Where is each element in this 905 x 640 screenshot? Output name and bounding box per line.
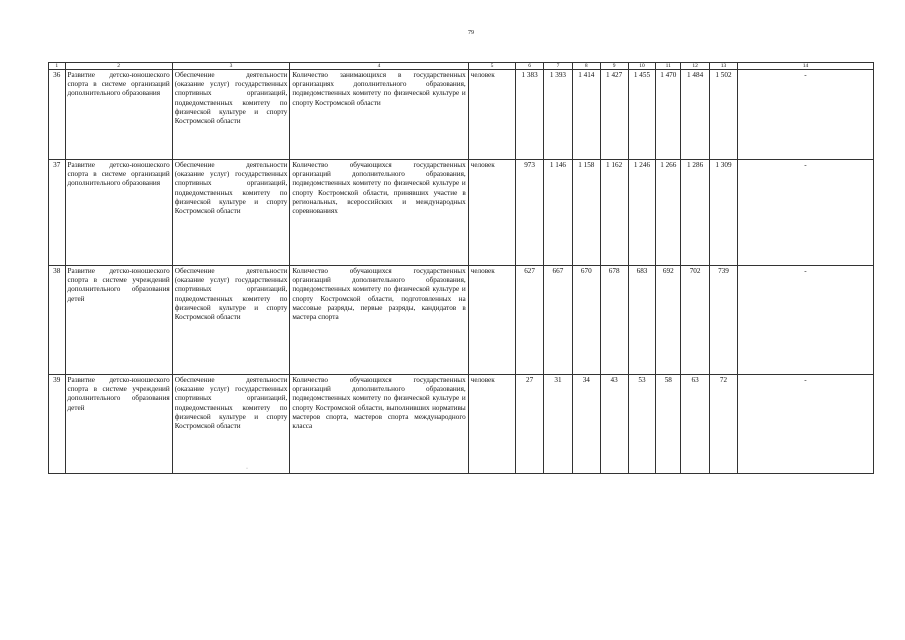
value-cell: 627 [516,266,544,375]
value-cell: 1 470 [656,70,681,160]
value-cell: 1 414 [572,70,600,160]
unit-cell: человек [468,70,515,160]
activity-cell: Обеспечение деятельности (оказание услуг) государственных спортивных организаций, подведомственных комитету по физической культуре и спорту Костромской области [172,375,290,474]
indicators-table [48,62,874,474]
value-cell: 667 [544,266,573,375]
value-cell: 678 [600,266,628,375]
scan-speck: · [246,466,248,472]
column-header: 13 [710,63,738,70]
note-cell: - [737,266,873,375]
activity-cell: Обеспечение деятельности (оказание услуг) государственных спортивных организаций, подведомственных комитету по физической культуре и спорту Костромской области [172,266,290,375]
note-cell: - [737,375,873,474]
value-cell: 72 [710,375,738,474]
value-cell: 670 [572,266,600,375]
table-row [49,160,874,266]
note-cell: - [737,70,873,160]
program-cell: Развитие детско-юношеского спорта в системе организаций дополнительного образования [65,160,172,266]
column-header: 7 [544,63,573,70]
activity-cell: Обеспечение деятельности (оказание услуг) государственных спортивных организаций, подведомственных комитету по физической культуре и спорту Костромской области [172,70,290,160]
value-cell: 1 427 [600,70,628,160]
value-cell: 1 162 [600,160,628,266]
value-cell: 1 484 [681,70,710,160]
value-cell: 973 [516,160,544,266]
indicator-cell: Количество занимающихся в государственных организациях дополнительного образования, подведомственных комитету по физической культуре и спорту Костромской области [290,70,468,160]
column-header: 10 [628,63,656,70]
table-row [49,266,874,375]
column-header: 12 [681,63,710,70]
value-cell: 1 246 [628,160,656,266]
indicator-cell: Количество обучающихся государственных организаций дополнительного образования, подведомственных комитету по физической культуре и спорту Костромской области, выполнивших нормативы мастеров спорта, мастеров спорта международного класса [290,375,468,474]
page-number: 79 [468,30,474,36]
value-cell: 27 [516,375,544,474]
row-number: 38 [49,266,66,375]
column-header: 6 [516,63,544,70]
value-cell: 58 [656,375,681,474]
value-cell: 53 [628,375,656,474]
column-header: 1 [49,63,66,70]
column-header: 4 [290,63,468,70]
unit-cell: человек [468,160,515,266]
column-header: 8 [572,63,600,70]
row-number: 37 [49,160,66,266]
table-row [49,375,874,474]
value-cell: 1 393 [544,70,573,160]
value-cell: 692 [656,266,681,375]
column-number-row [49,63,874,70]
row-number: 39 [49,375,66,474]
unit-cell: человек [468,266,515,375]
value-cell: 1 146 [544,160,573,266]
value-cell: 63 [681,375,710,474]
value-cell: 31 [544,375,573,474]
value-cell: 1 266 [656,160,681,266]
column-header: 5 [468,63,515,70]
column-header: 14 [737,63,873,70]
program-cell: Развитие детско-юношеского спорта в системе организаций дополнительного образования [65,70,172,160]
program-cell: Развитие детско-юношеского спорта в системе учреждений дополнительного образования детей [65,266,172,375]
column-header: 9 [600,63,628,70]
value-cell: 1 455 [628,70,656,160]
value-cell: 43 [600,375,628,474]
value-cell: 1 286 [681,160,710,266]
table-row [49,70,874,160]
indicator-cell: Количество обучающихся государственных организаций дополнительного образования, подведомственных комитету по физической культуре и спорту Костромской области, подготовленных на массовые разряды, первые разряды, кандидатов в мастера спорта [290,266,468,375]
column-header: 11 [656,63,681,70]
value-cell: 1 309 [710,160,738,266]
note-cell: - [737,160,873,266]
value-cell: 683 [628,266,656,375]
indicator-cell: Количество обучающихся государственных организаций дополнительного образования, подведомственных комитету по физической культуре и спорту Костромской области, принявших участие в региональных, всероссийских и международных соревнованиях [290,160,468,266]
value-cell: 1 158 [572,160,600,266]
activity-cell: Обеспечение деятельности (оказание услуг) государственных спортивных организаций, подведомственных комитету по физической культуре и спорту Костромской области [172,160,290,266]
value-cell: 739 [710,266,738,375]
value-cell: 702 [681,266,710,375]
program-cell: Развитие детско-юношеского спорта в системе учреждений дополнительного образования детей [65,375,172,474]
row-number: 36 [49,70,66,160]
column-header: 3 [172,63,290,70]
unit-cell: человек [468,375,515,474]
value-cell: 1 502 [710,70,738,160]
value-cell: 34 [572,375,600,474]
value-cell: 1 383 [516,70,544,160]
column-header: 2 [65,63,172,70]
